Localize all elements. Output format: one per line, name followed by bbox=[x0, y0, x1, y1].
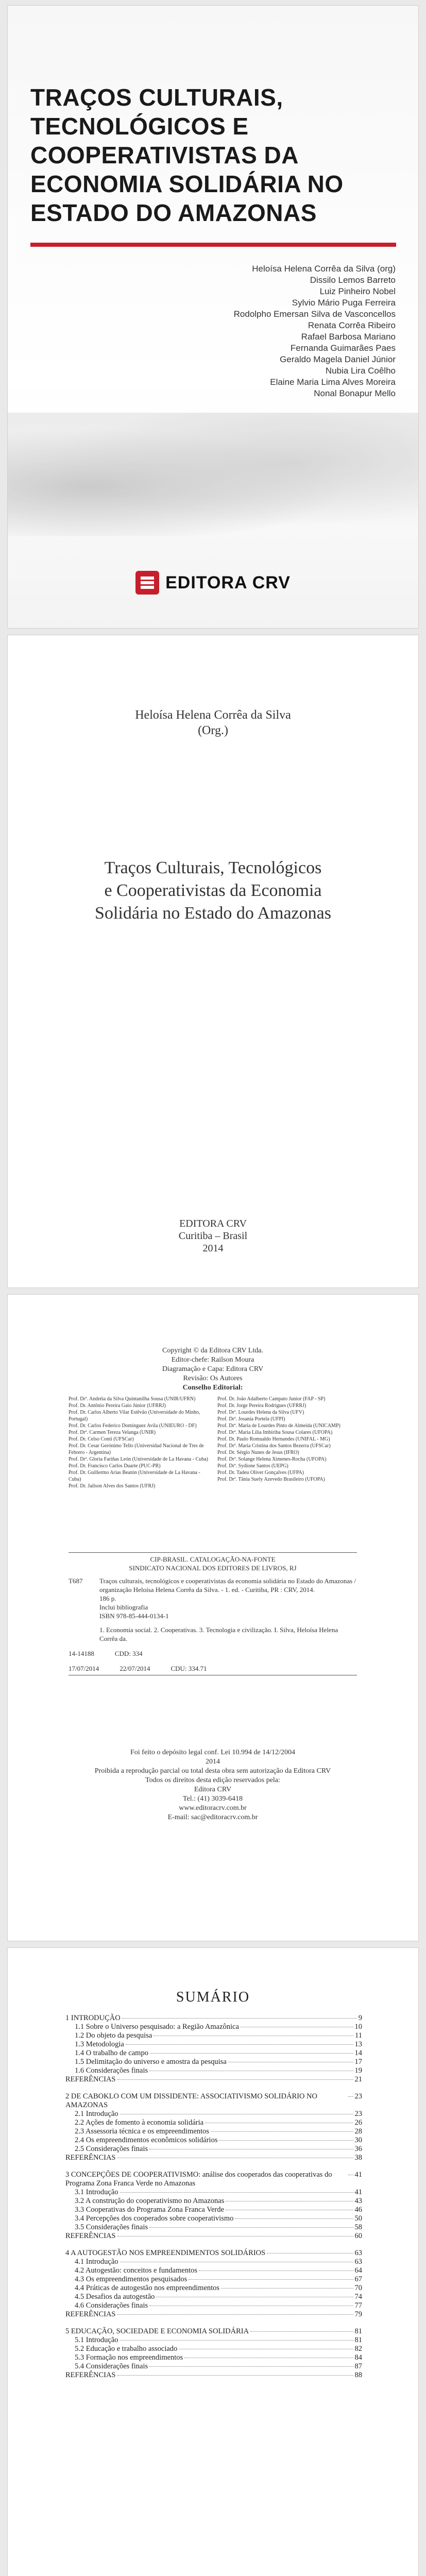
toc-leader-dots bbox=[120, 2340, 353, 2341]
toc-entry-title: 3.5 Considerações finais bbox=[75, 2223, 148, 2231]
toc-entry[interactable] bbox=[65, 2031, 362, 2040]
toc-entry[interactable] bbox=[65, 2136, 362, 2145]
toc-entry-page: 26 bbox=[354, 2119, 362, 2127]
toc-entry[interactable] bbox=[65, 2223, 362, 2232]
author-name: Rodolpho Emersan Silva de Vasconcellos bbox=[233, 309, 396, 319]
cip-heading-line: CIP-BRASIL. CATALOGAÇÃO-NA-FONTE bbox=[150, 1555, 276, 1563]
toc-entry[interactable] bbox=[65, 2075, 362, 2084]
footer-line: Todos os direitos desta edição reservados pela: bbox=[145, 1776, 280, 1784]
editorial-board bbox=[69, 1396, 357, 1489]
board-member: Prof. Drª. Josania Portela (UFPI) bbox=[217, 1416, 285, 1422]
toc-leader-dots bbox=[149, 2227, 353, 2228]
toc-leader-dots bbox=[219, 2140, 353, 2141]
toc-entry[interactable] bbox=[65, 2214, 362, 2223]
board-member: Prof. Dr. Carlos Alberto Vilar Estêvão (Universidade do Minho, Portugal) bbox=[69, 1410, 200, 1422]
board-member: Prof. Drª. Andréia da Silva Quintanilha Sousa (UNIR/UFRN) bbox=[69, 1396, 196, 1402]
toc-entry-page: 58 bbox=[354, 2223, 362, 2231]
cover-title-line: ESTADO DO AMAZONAS bbox=[30, 199, 317, 226]
toc-entry-page: 23 bbox=[354, 2110, 362, 2118]
copyright-lines bbox=[69, 1346, 357, 1393]
toc-entry-title: 3.2 A construção do cooperativismo no Amazonas bbox=[75, 2197, 225, 2205]
board-member: Prof. Dr. Paulo Romualdo Hernandes (UNIFAL - MG) bbox=[217, 1436, 330, 1442]
toc-entry-page: 13 bbox=[354, 2040, 362, 2048]
toc-leader-dots bbox=[348, 2096, 353, 2097]
toc-leader-dots bbox=[189, 2279, 353, 2280]
publisher-logo bbox=[8, 567, 418, 598]
toc-entry-page: 82 bbox=[354, 2345, 362, 2353]
footer-line: www.editoracrv.com.br bbox=[179, 1804, 247, 1812]
copyright-line: Copyright © da Editora CRV Ltda. bbox=[162, 1347, 263, 1354]
toc-entry[interactable] bbox=[65, 2327, 362, 2336]
cip-line: ISBN 978-85-444-0134-1 bbox=[99, 1612, 169, 1620]
toc-entry-page: 63 bbox=[354, 2258, 362, 2266]
toc-entry-page: 30 bbox=[354, 2136, 362, 2144]
author-name: Sylvio Mário Puga Ferreira bbox=[292, 298, 396, 308]
toc-entry[interactable] bbox=[65, 2310, 362, 2319]
cip-heading-line: SINDICATO NACIONAL DOS EDITORES DE LIVROS, RJ bbox=[129, 1564, 297, 1572]
toc-entry[interactable] bbox=[65, 2145, 362, 2154]
board-member: Prof. Dr. Carlos Federico Dominguez Avila (UNIEURO - DF) bbox=[69, 1423, 197, 1429]
toc-leader-dots bbox=[250, 2331, 353, 2332]
toc-entry-title: 4 A AUTOGESTÃO NOS EMPREENDIMENTOS SOLIDÁRIOS bbox=[65, 2249, 266, 2257]
board-member: Prof. Drª. Maria de Lourdes Pinto de Almeida (UNICAMP) bbox=[217, 1423, 340, 1429]
cip-line: 186 p. bbox=[99, 1595, 116, 1602]
toc-entry[interactable] bbox=[65, 2206, 362, 2214]
toc-entry-page: 11 bbox=[355, 2031, 362, 2040]
toc-entry-page: 81 bbox=[354, 2327, 362, 2335]
toc-entry[interactable] bbox=[65, 2110, 362, 2119]
toc-entry-page: 10 bbox=[354, 2023, 362, 2031]
toc-entry[interactable] bbox=[65, 2049, 362, 2058]
toc-heading: SUMÁRIO bbox=[176, 1989, 250, 2005]
author-name: Nonal Bonapur Mello bbox=[314, 388, 396, 398]
toc-entry[interactable] bbox=[65, 2345, 362, 2353]
toc-entry-title: 4.6 Considerações finais bbox=[75, 2301, 148, 2310]
copyright-line: Editor-chefe: Railson Moura bbox=[171, 1356, 254, 1364]
toc-entry-page: 70 bbox=[354, 2284, 362, 2292]
toc-entry-page: 46 bbox=[354, 2206, 362, 2214]
toc-entry-page: 36 bbox=[354, 2145, 362, 2153]
cip-cdd: CDD: 334 bbox=[114, 1650, 143, 1657]
publisher-logo-text: EDITORA CRV bbox=[165, 572, 291, 592]
cover-title-line: ECONOMIA SOLIDÁRIA NO bbox=[30, 171, 344, 197]
author-name: Rafael Barbosa Mariano bbox=[301, 332, 396, 342]
board-member: Prof. Drª. Tânia Suely Azevedo Brasileiro (UFOPA) bbox=[217, 1477, 325, 1482]
toc-spacer bbox=[65, 2241, 362, 2249]
toc-entry[interactable] bbox=[65, 2040, 362, 2049]
toc-entry[interactable] bbox=[65, 2371, 362, 2380]
toc-entry-page: 81 bbox=[354, 2336, 362, 2344]
toc-entry[interactable] bbox=[65, 2258, 362, 2266]
toc-entry-title: REFERÊNCIAS bbox=[65, 2310, 116, 2318]
author-name: Nubia Lira Coêlho bbox=[325, 366, 396, 376]
toc-entry-title: 1.4 O trabalho de campo bbox=[75, 2049, 148, 2057]
toc-entry-page: 14 bbox=[354, 2049, 362, 2057]
toc-entry[interactable] bbox=[65, 2284, 362, 2293]
toc-entry[interactable] bbox=[65, 2197, 362, 2206]
cover-title-line: COOPERATIVISTAS DA bbox=[30, 142, 299, 168]
footer-line: Foi feito o depósito legal conf. Lei 10.994 de 14/12/2004 bbox=[130, 1749, 295, 1756]
toc-entry-title: 2.1 Introdução bbox=[75, 2110, 118, 2118]
cover-title bbox=[30, 83, 344, 227]
toc-entry[interactable] bbox=[65, 2188, 362, 2197]
toc-entry-title: 1.2 Do objeto da pesquisa bbox=[75, 2031, 152, 2040]
cip-text bbox=[99, 1577, 357, 1643]
cip-date-2: 22/07/2014 bbox=[120, 1665, 150, 1672]
toc-spacer bbox=[65, 2319, 362, 2327]
board-member: Prof. Dr. Cesar Gerónimo Tello (Universidad Nacional de Tres de Febrero - Argentina) bbox=[69, 1443, 204, 1455]
toc-entry[interactable] bbox=[65, 2249, 362, 2258]
author-name: Luiz Pinheiro Nobel bbox=[319, 286, 396, 296]
board-member: Prof. Dr. Celso Conti (UFSCar) bbox=[69, 1436, 134, 1442]
title-page-imprint bbox=[8, 1217, 418, 1255]
book-cover bbox=[7, 5, 419, 629]
toc-leader-dots bbox=[235, 2218, 353, 2219]
toc-entry-page: 41 bbox=[354, 2171, 362, 2179]
toc-leader-dots bbox=[149, 2366, 353, 2367]
toc-entry-title: 4.3 Os empreendimentos pesquisados bbox=[75, 2275, 188, 2283]
board-member: Prof. Drª. Solange Helena Ximenes-Rocha (UFOPA) bbox=[217, 1456, 327, 1462]
cip-code: T687 bbox=[69, 1577, 83, 1585]
board-member: Prof. Dr. Guillermo Arias Beatón (Universidade de La Havana - Cuba) bbox=[69, 1470, 200, 1482]
toc-entry-title: 1.5 Delimitação do universo e amostra da pesquisa bbox=[75, 2058, 227, 2066]
toc-entry-page: 60 bbox=[354, 2232, 362, 2240]
cip-classification bbox=[69, 1649, 357, 1658]
toc-entry-page: 19 bbox=[354, 2066, 362, 2075]
toc-entry-title: 2 DE CABOKLO COM UM DISSIDENTE: ASSOCIATIVISMO SOLIDÁRIO NO AMAZONAS bbox=[65, 2092, 317, 2109]
copyright-footer bbox=[69, 1748, 357, 1822]
toc-entry-title: 2.5 Considerações finais bbox=[75, 2145, 148, 2153]
footer-line: Editora CRV bbox=[194, 1786, 232, 1793]
toc-leader-dots bbox=[199, 2270, 353, 2271]
board-member: Prof. Drª. Maria Lília Imbiriba Sousa Colares (UFOPA) bbox=[217, 1430, 333, 1435]
toc-entry-page: 9 bbox=[358, 2014, 362, 2022]
board-member: Prof. Drª. Gloria Fariñas León (Universidade de La Havana - Cuba) bbox=[69, 1456, 209, 1462]
toc-entry[interactable] bbox=[65, 2353, 362, 2362]
title-page bbox=[7, 635, 419, 1288]
toc-entry-page: 63 bbox=[354, 2249, 362, 2257]
footer-line: Tel.: (41) 3039-6418 bbox=[182, 1795, 243, 1803]
author-name: Heloísa Helena Corrêa da Silva (org) bbox=[252, 264, 396, 274]
toc-entry-title: 3.4 Percepções dos cooperados sobre cooperativismo bbox=[75, 2214, 234, 2223]
board-member: Prof. Drª. Maria Cristina dos Santos Bezerra (UFSCar) bbox=[217, 1443, 331, 1449]
toc-entry[interactable] bbox=[65, 2154, 362, 2162]
toc-entry-page: 21 bbox=[354, 2075, 362, 2083]
cover-authors-list bbox=[179, 263, 396, 399]
crv-logo-icon bbox=[135, 571, 159, 595]
toc-entry[interactable] bbox=[65, 2275, 362, 2284]
toc-leader-dots bbox=[150, 2053, 353, 2054]
toc-entry-page: 38 bbox=[354, 2154, 362, 2162]
toc-entry[interactable] bbox=[65, 2023, 362, 2031]
toc-entry[interactable] bbox=[65, 2362, 362, 2371]
copyright-line: Revisão: Os Autores bbox=[183, 1375, 243, 1382]
toc-entry[interactable] bbox=[65, 2066, 362, 2075]
toc-entry-title: 1.1 Sobre o Universo pesquisado: a Região Amazônica bbox=[75, 2023, 239, 2031]
author-name: Elaine Maria Lima Alves Moreira bbox=[270, 377, 396, 387]
toc-page-1 bbox=[7, 1947, 419, 2576]
cip-body bbox=[69, 1577, 357, 1643]
toc-entry[interactable] bbox=[65, 2058, 362, 2066]
toc-entry-title: REFERÊNCIAS bbox=[65, 2371, 116, 2379]
toc-entry-title: 2.4 Os empreendimentos econômicos solidários bbox=[75, 2136, 218, 2144]
author-name: Dissilo Lemos Barreto bbox=[310, 275, 396, 285]
toc-entry[interactable] bbox=[65, 2232, 362, 2241]
toc-entry-page: 28 bbox=[354, 2127, 362, 2136]
toc-entry-title: 3.3 Cooperativas do Programa Zona Franca Verde bbox=[75, 2206, 225, 2214]
board-member: Prof. Dr. Antônio Pereira Gaio Júnior (UFRRJ) bbox=[69, 1403, 166, 1409]
toc-entry-title: 3 CONCEPÇÕES DE COOPERATIVISMO: análise dos cooperados das cooperativas do Programa Zona Franca Verde no Amazonas bbox=[65, 2171, 332, 2188]
toc-entry-title: 5.4 Considerações finais bbox=[75, 2362, 148, 2370]
toc-leader-dots bbox=[117, 2079, 353, 2080]
toc-entry-page: 17 bbox=[354, 2058, 362, 2066]
cip-record bbox=[69, 1552, 357, 1675]
toc-entry-page: 87 bbox=[354, 2362, 362, 2370]
footer-line: 2014 bbox=[206, 1758, 220, 1766]
toc-entry[interactable] bbox=[65, 2092, 362, 2110]
toc-entry-title: 5.3 Formação nos empreendimentos bbox=[75, 2353, 183, 2362]
toc-entry-page: 74 bbox=[354, 2293, 362, 2301]
board-member: Prof. Drª. Sydione Santos (UEPG) bbox=[217, 1463, 288, 1469]
toc-entry-title: 1 INTRODUÇÃO bbox=[65, 2014, 121, 2022]
toc-entry-title: REFERÊNCIAS bbox=[65, 2154, 116, 2162]
title-line: Traços Culturais, Tecnológicos bbox=[104, 858, 322, 877]
toc-entry[interactable] bbox=[65, 2293, 362, 2301]
toc-spacer bbox=[65, 2162, 362, 2171]
toc-entry[interactable] bbox=[65, 2014, 362, 2023]
board-member: Prof. Dr. Jailson Alves dos Santos (UFRJ) bbox=[69, 1483, 156, 1489]
toc-entry-title: 5.2 Educação e trabalho associado bbox=[75, 2345, 178, 2353]
copyright-line: Conselho Editorial: bbox=[182, 1384, 243, 1392]
toc-entry-page: 23 bbox=[354, 2092, 362, 2100]
toc-entry-title: 4.2 Autogestão: conceitos e fundamentos bbox=[75, 2266, 197, 2275]
cip-cdu: CDU: 334.71 bbox=[171, 1665, 207, 1672]
title-page-editor bbox=[8, 707, 418, 738]
toc-entry-page: 67 bbox=[354, 2275, 362, 2283]
cip-heading bbox=[69, 1555, 357, 1572]
toc-entry-title: 4.4 Práticas de autogestão nos empreendimentos bbox=[75, 2284, 220, 2292]
toc-entry-page: 64 bbox=[354, 2266, 362, 2275]
toc-spacer bbox=[65, 2084, 362, 2092]
cover-title-line: TECNOLÓGICOS E bbox=[30, 113, 249, 140]
cip-date-1: 17/07/2014 bbox=[69, 1665, 99, 1672]
cover-accent-bar bbox=[30, 243, 396, 247]
toc-entry-page: 79 bbox=[354, 2310, 362, 2318]
toc-list bbox=[65, 2014, 362, 2380]
title-line: e Cooperativistas da Economia bbox=[104, 881, 322, 900]
cip-line: 1. Economia social. 2. Cooperativas. 3. Tecnologia e civilização. I. Silva, Heloísa Helena Corrêa da. bbox=[99, 1626, 338, 1642]
board-member: Prof. Drª. Carmen Tereza Velanga (UNIR) bbox=[69, 1430, 156, 1435]
toc-entry-page: 43 bbox=[354, 2197, 362, 2205]
imprint-line: Curitiba – Brasil bbox=[178, 1230, 248, 1242]
cip-line: Traços culturais, tecnológicos e cooperativistas da economia solidária no Estado do Amazonas / organização Heloísa Helena Corrêa da Silva. - 1. ed. - Curitiba, PR : CRV, 2014. bbox=[99, 1577, 356, 1594]
board-member: Prof. Dr. João Adalberto Campato Junior (FAP - SP) bbox=[217, 1396, 326, 1402]
editorial-board-right bbox=[217, 1396, 357, 1489]
toc-entry-page: 41 bbox=[354, 2188, 362, 2196]
cip-dates bbox=[69, 1664, 357, 1673]
footer-line: Proibida a reprodução parcial ou total desta obra sem autorização da Editora CRV bbox=[94, 1767, 331, 1775]
title-line: Solidária no Estado do Amazonas bbox=[95, 904, 331, 923]
toc-entry-title: 2.2 Ações de fomento à economia solidária bbox=[75, 2119, 204, 2127]
toc-entry-title: 2.3 Assessoria técnica e os empreendimentos bbox=[75, 2127, 209, 2136]
toc-entry[interactable] bbox=[65, 2266, 362, 2275]
toc-entry-title: REFERÊNCIAS bbox=[65, 2075, 116, 2083]
toc-leader-dots bbox=[211, 2131, 353, 2132]
toc-entry[interactable] bbox=[65, 2127, 362, 2136]
toc-leader-dots bbox=[126, 2044, 353, 2045]
imprint-line: 2014 bbox=[202, 1243, 224, 1254]
toc-entry-title: REFERÊNCIAS bbox=[65, 2232, 116, 2240]
toc-leader-dots bbox=[117, 2314, 353, 2315]
editor-role: (Org.) bbox=[198, 724, 228, 737]
toc-entry-title: 3.1 Introdução bbox=[75, 2188, 118, 2196]
board-member: Prof. Dr. Tadeu Oliver Gonçalves (UFPA) bbox=[217, 1470, 304, 1476]
toc-leader-dots bbox=[221, 2288, 353, 2289]
board-member: Prof. Dr. Francisco Carlos Duarte (PUC-PR) bbox=[69, 1463, 161, 1469]
toc-entry[interactable] bbox=[65, 2336, 362, 2345]
toc-entry-page: 77 bbox=[354, 2301, 362, 2310]
title-page-title bbox=[8, 857, 418, 925]
toc-entry-title: 1.3 Metodologia bbox=[75, 2040, 124, 2048]
toc-leader-dots bbox=[117, 2375, 353, 2376]
toc-entry-page: 50 bbox=[354, 2214, 362, 2223]
copyright-line: Diagramação e Capa: Editora CRV bbox=[162, 1365, 264, 1373]
copyright-page bbox=[7, 1294, 419, 1941]
author-name: Fernanda Guimarães Paes bbox=[290, 343, 396, 353]
toc-entry[interactable] bbox=[65, 2171, 362, 2188]
editor-name: Heloísa Helena Corrêa da Silva bbox=[135, 708, 291, 722]
cover-illustration bbox=[8, 413, 418, 536]
editorial-board-left bbox=[69, 1396, 208, 1489]
toc-leader-dots bbox=[122, 2018, 357, 2019]
toc-entry-title: 1.6 Considerações finais bbox=[75, 2066, 148, 2075]
author-name: Renata Corrêa Ribeiro bbox=[308, 320, 396, 330]
toc-entry-page: 88 bbox=[354, 2371, 362, 2379]
board-member: Prof. Dr. Sérgio Nunes de Jesus (IFRO) bbox=[217, 1450, 299, 1455]
footer-line: E-mail: sac@editoracrv.com.br bbox=[167, 1814, 258, 1821]
toc-leader-dots bbox=[120, 2192, 353, 2193]
toc-entry[interactable] bbox=[65, 2301, 362, 2310]
toc-entry-title: 5.1 Introdução bbox=[75, 2336, 118, 2344]
toc-entry-page: 84 bbox=[354, 2353, 362, 2362]
cip-line bbox=[99, 1620, 357, 1625]
cover-title-line: TRAÇOS CULTURAIS, bbox=[30, 84, 283, 111]
imprint-line: EDITORA CRV bbox=[179, 1218, 247, 1229]
copyright-header bbox=[69, 1346, 357, 1489]
board-member: Prof. Drª. Lourdes Helena da Silva (UFV) bbox=[217, 1410, 304, 1415]
toc-entry-title: 4.5 Desafios da autogestão bbox=[75, 2293, 155, 2301]
cip-line: Inclui bibliografia bbox=[99, 1603, 148, 1611]
toc-entry[interactable] bbox=[65, 2119, 362, 2127]
toc-entry-title: 4.1 Introdução bbox=[75, 2258, 118, 2266]
author-name: Geraldo Magela Daniel Júnior bbox=[280, 354, 396, 364]
board-member: Prof. Dr. Jorge Pereira Rodrigues (UFRRJ) bbox=[217, 1403, 306, 1409]
toc-entry-title: 5 EDUCAÇÃO, SOCIEDADE E ECONOMIA SOLIDÁRIA bbox=[65, 2327, 249, 2335]
cip-ref: 14-14188 bbox=[69, 1650, 94, 1657]
